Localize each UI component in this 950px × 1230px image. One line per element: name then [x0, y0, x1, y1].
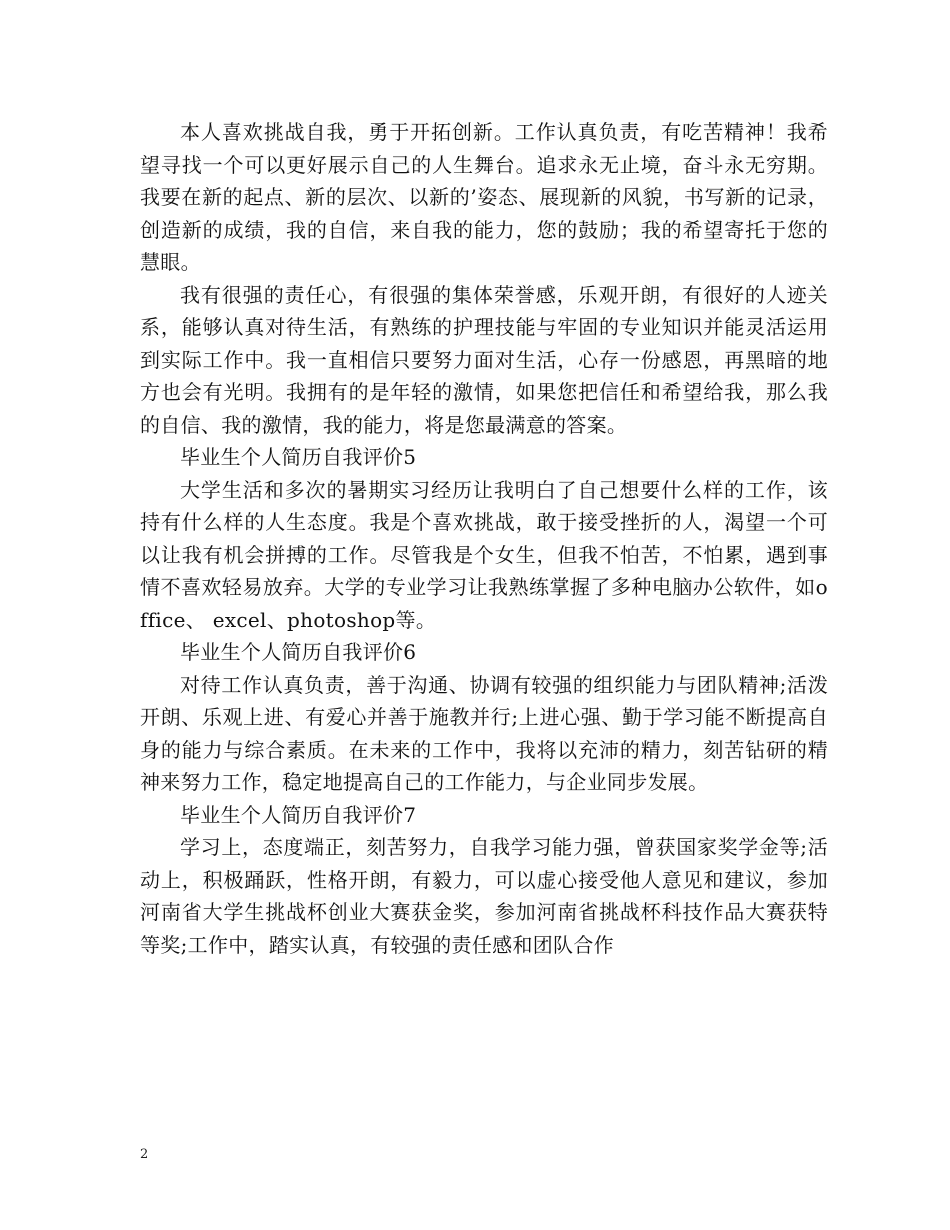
paragraph-responsibility: 我有很强的责任心，有很强的集体荣誉感，乐观开朗，有很好的人迹关系，能够认真对待生活，有熟练的护理技能与牢固的专业知识并能灵活运用到实际工作中。我一直相信只要努力面对生活，心存一份感恩，再黑暗的地方也会有光明。我拥有的是年轻的激情，如果您把信任和希望给我，那么我的自信、我的激情，我的能力，将是您最满意的答案。 [140, 282, 828, 437]
section-heading-7: 毕业生个人简历自我评价7 [180, 802, 417, 827]
paragraph-study-activities: 学习上，态度端正，刻苦努力，自我学习能力强，曾获国家奖学金等;活动上，积极踊跃，性格开朗，有毅力，可以虚心接受他人意见和建议，参加河南省大学生挑战杯创业大赛获金奖，参加河南省挑战杯科技作品大赛获特等奖;工作中，踏实认真，有较强的责任感和团队合作 [140, 835, 828, 957]
section-heading-6: 毕业生个人简历自我评价6 [180, 640, 417, 664]
paragraph-internship: 大学生活和多次的暑期实习经历让我明白了自己想要什么样的工作，该持有什么样的人生态度。我是个喜欢挑战，敢于接受挫折的人，渴望一个可以让我有机会拼搏的工作。尽管我是个女生，但我不怕苦，不怕累，遇到事情不喜欢轻易放弃。大学的专业学习让我熟练掌握了多种电脑办公软件，如office、 excel、photoshop等。 [140, 477, 828, 632]
paragraph-work-attitude: 对待工作认真负责，善于沟通、协调有较强的组织能力与团队精神;活泼开朗、乐观上进、有爱心并善于施教并行;上进心强、勤于学习能不断提高自身的能力与综合素质。在未来的工作中，我将以充沛的精力，刻苦钻研的精神来努力工作，稳定地提高自己的工作能力，与企业同步发展。 [140, 672, 828, 794]
document-body [140, 116, 828, 961]
page-number: 2 [140, 1147, 149, 1162]
section-heading-5: 毕业生个人简历自我评价5 [180, 445, 417, 469]
paragraph-self-challenge: 本人喜欢挑战自我，勇于开拓创新。工作认真负责，有吃苦精神！我希望寻找一个可以更好展示自己的人生舞台。追求永无止境，奋斗永无穷期。我要在新的起点、新的层次、以新的’姿态、展现新的风貌，书写新的记录，创造新的成绩，我的自信，来自我的能力，您的鼓励；我的希望寄托于您的慧眼。 [140, 120, 828, 274]
